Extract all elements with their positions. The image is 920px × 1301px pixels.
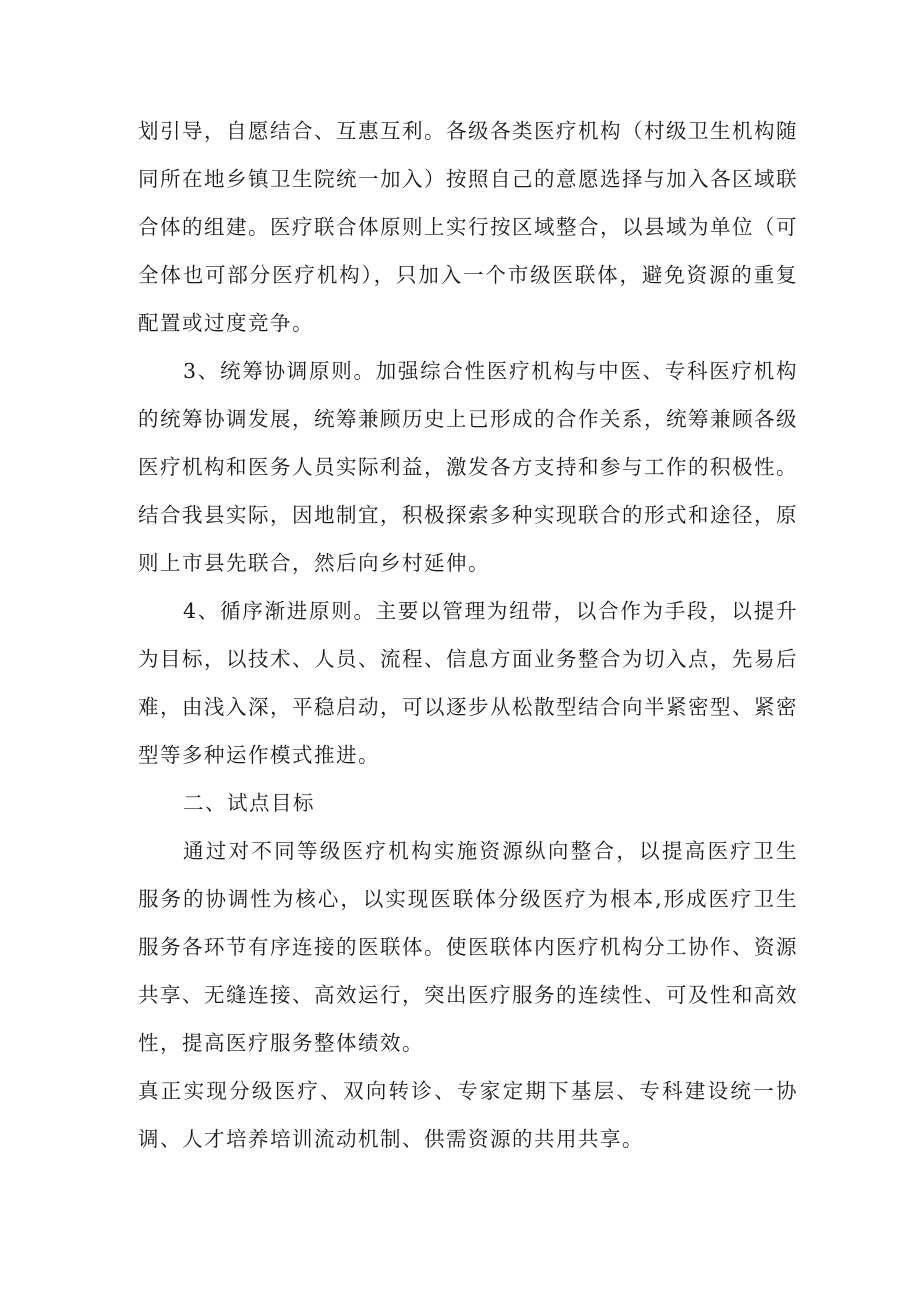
paragraph-pilot-goals: 通过对不同等级医疗机构实施资源纵向整合，以提高医疗卫生服务的协调性为核心，以实现医联体分级医疗为根本,形成医疗卫生服务各环节有序连接的医联体。使医联体内医疗机构分工协作、资源共享、无缝连接、高效运行，突出医疗服务的连续性、可及性和高效性，提高医疗服务整体绩效。 xyxy=(138,839,798,1055)
paragraph-goal-summary: 真正实现分级医疗、双向转诊、专家定期下基层、专科建设统一协调、人才培养培训流动机制、供需资源的共用共享。 xyxy=(138,1079,798,1151)
paragraph-principle-coordination: 3、统筹协调原则。加强综合性医疗机构与中医、专科医疗机构的统筹协调发展，统筹兼顾历史上已形成的合作关系，统筹兼顾各级医疗机构和医务人员实际利益，激发各方支持和参与工作的积极性。结合我县实际，因地制宜，积极探索多种实现联合的形式和途径，原则上市县先联合，然后向乡村延伸。 xyxy=(138,359,798,575)
paragraph-principle-gradual: 4、循序渐进原则。主要以管理为纽带，以合作为手段，以提升为目标，以技术、人员、流程、信息方面业务整合为切入点，先易后难，由浅入深，平稳启动，可以逐步从松散型结合向半紧密型、紧密型等多种运作模式推进。 xyxy=(138,599,798,767)
section-heading-pilot-goals: 二、试点目标 xyxy=(183,791,315,815)
paragraph-principle-voluntary: 划引导，自愿结合、互惠互利。各级各类医疗机构（村级卫生机构随同所在地乡镇卫生院统一加入）按照自己的意愿选择与加入各区域联合体的组建。医疗联合体原则上实行按区域整合，以县域为单位（可全体也可部分医疗机构），只加入一个市级医联体，避免资源的重复配置或过度竞争。 xyxy=(138,119,798,335)
document-body xyxy=(138,107,798,1163)
